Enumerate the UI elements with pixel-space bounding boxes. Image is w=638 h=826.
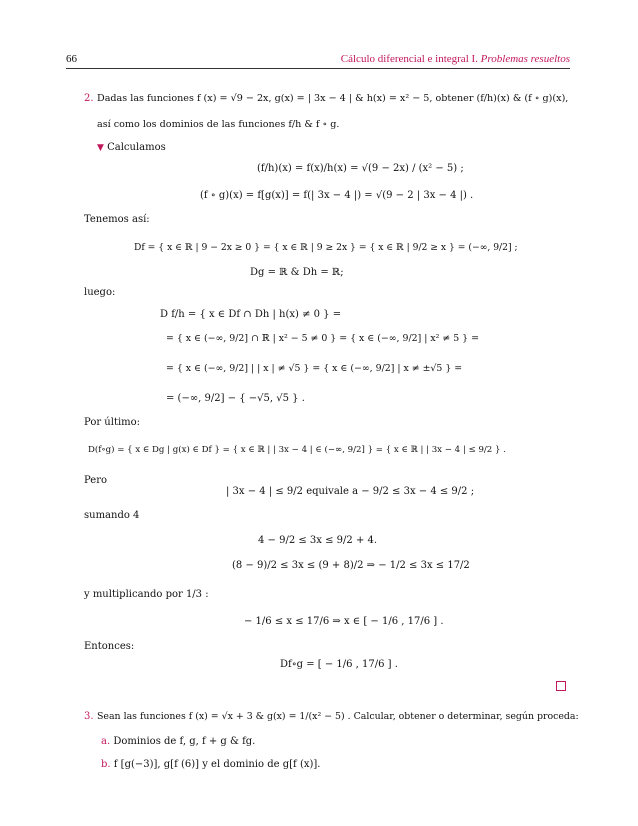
problem-2-statement-line2: así como los dominios de las funciones f/h & f ∘ g. xyxy=(97,119,340,130)
equation-domain-quotient-1: D f/h = { x ∈ Df ∩ Dh | h(x) ≠ 0 } = xyxy=(160,309,342,320)
equation-sum-4: 4 − 9/2 ≤ 3x ≤ 9/2 + 4. xyxy=(258,535,378,546)
text-pero: Pero xyxy=(84,475,107,486)
equation-x-range: − 1/6 ≤ x ≤ 17/6 ⇒ x ∈ [ − 1/6 , 17/6 ] . xyxy=(244,616,444,627)
equation-domain-composition: D(f∘g) = { x ∈ Dg | g(x) ∈ Df } = { x ∈ ℝ | | 3x − 4 | ∈ (−∞, 9/2] } = { x ∈ ℝ | | 3x − 4 | ≤ 9/2 } . xyxy=(88,445,506,455)
item-b-label: b. xyxy=(101,759,111,770)
text-sumando: sumando 4 xyxy=(84,510,140,521)
problem-3-item-b xyxy=(101,760,320,770)
equation-domain-quotient-2: = { x ∈ (−∞, 9/2] ∩ ℝ | x² − 5 ≠ 0 } = { x ∈ (−∞, 9/2] | x² ≠ 5 } = xyxy=(166,333,479,344)
item-b-text: f [g(−3)], g[f (6)] y el dominio de g[f (x)]. xyxy=(113,759,321,770)
solution-intro: Calculamos xyxy=(107,142,166,153)
running-title-main: Cálculo diferencial e integral I. xyxy=(340,53,478,65)
equation-domain-quotient-3: = { x ∈ (−∞, 9/2] | | x | ≠ √5 } = { x ∈ (−∞, 9/2] | x ≠ ±√5 } = xyxy=(166,363,463,374)
text-multiplicando: y multiplicando por 1/3 : xyxy=(84,589,209,600)
header-rule xyxy=(66,68,570,69)
text-luego: luego: xyxy=(84,287,116,298)
problem-3-number: 3. xyxy=(84,711,94,722)
problem-2-number: 2. xyxy=(84,93,94,104)
text-por-ultimo: Por último: xyxy=(84,417,141,428)
solution-marker xyxy=(97,143,166,153)
equation-abs-inequality: | 3x − 4 | ≤ 9/2 equivale a − 9/2 ≤ 3x − 4 ≤ 9/2 ; xyxy=(226,486,475,497)
equation-composition: (f ∘ g)(x) = f[g(x)] = f(| 3x − 4 |) = √(9 − 2 | 3x − 4 |) . xyxy=(200,190,474,201)
text-tenemos: Tenemos así: xyxy=(84,214,150,225)
problem-3-item-a xyxy=(101,737,255,747)
running-title-italic: Problemas resueltos xyxy=(480,53,570,65)
problem-2-statement-line1: Dadas las funciones f (x) = √9 − 2x, g(x) = | 3x − 4 | & h(x) = x² − 5, obtener (f/h)(x) & (f ∘ g)(x), xyxy=(97,93,569,104)
equation-domain-f: Df = { x ∈ ℝ | 9 − 2x ≥ 0 } = { x ∈ ℝ | 9 ≥ 2x } = { x ∈ ℝ | 9/2 ≥ x } = (−∞, 9/2] ; xyxy=(134,242,518,253)
page-number: 66 xyxy=(66,53,77,65)
item-a-text: Dominios de f, g, f + g & fg. xyxy=(113,736,256,747)
equation-final-domain: Df∘g = [ − 1/6 , 17/6 ] . xyxy=(280,659,398,670)
equation-quotient: (f/h)(x) = f(x)/h(x) = √(9 − 2x) / (x² − 5) ; xyxy=(257,163,464,174)
qed-square-icon xyxy=(556,681,566,691)
equation-domain-g-h: Dg = ℝ & Dh = ℝ; xyxy=(250,267,344,278)
equation-simplified: (8 − 9)/2 ≤ 3x ≤ (9 + 8)/2 ⇒ − 1/2 ≤ 3x ≤ 17/2 xyxy=(232,560,470,571)
running-title xyxy=(341,53,570,65)
equation-domain-quotient-4: = (−∞, 9/2] − { −√5, √5 } . xyxy=(166,393,305,404)
item-a-label: a. xyxy=(101,736,111,747)
triangle-down-icon: ▼ xyxy=(97,143,104,153)
problem-3-statement: Sean las funciones f (x) = √x + 3 & g(x) = 1/(x² − 5) . Calcular, obtener o determinar, según proceda: xyxy=(97,711,579,722)
text-entonces: Entonces: xyxy=(84,641,135,652)
